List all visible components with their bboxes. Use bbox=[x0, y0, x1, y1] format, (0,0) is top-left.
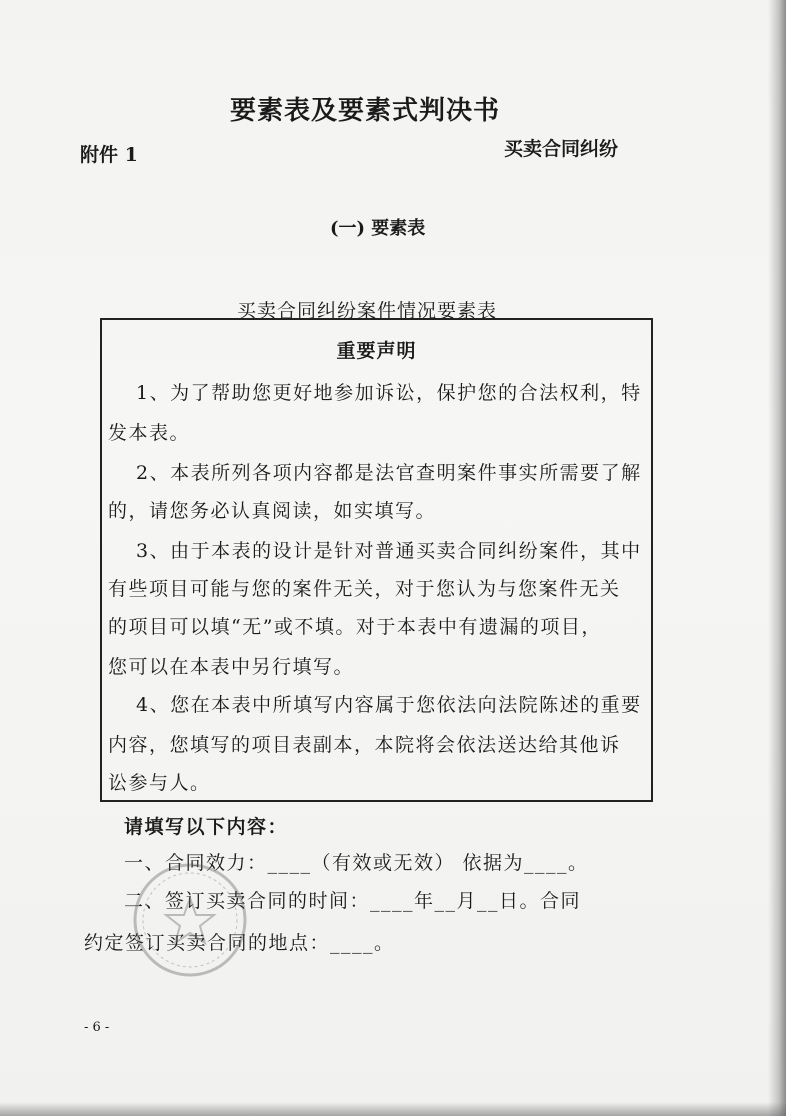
form-item-signing-place: 约定签订买卖合同的地点：____。 bbox=[84, 932, 395, 954]
table-title: 买卖合同纠纷案件情况要素表 bbox=[237, 300, 498, 322]
notice-line: 2、本表所列各项内容都是法官查明案件事实所需要了解 bbox=[136, 462, 642, 484]
scan-bottom-shadow bbox=[0, 1102, 786, 1116]
attachment-label: 附件 1 bbox=[80, 144, 138, 166]
page-number: - 6 - bbox=[84, 1020, 110, 1035]
notice-line: 的，请您务必认真阅读，如实填写。 bbox=[108, 500, 437, 522]
notice-line: 您可以在本表中另行填写。 bbox=[108, 656, 355, 678]
form-item-contract-validity: 一、合同效力：____（有效或无效） 依据为____。 bbox=[124, 852, 589, 874]
form-heading: 请填写以下内容： bbox=[124, 816, 289, 838]
scan-edge-shadow bbox=[768, 0, 786, 1116]
document-title: 要素表及要素式判决书 bbox=[230, 96, 501, 126]
case-type-label: 买卖合同纠纷 bbox=[504, 138, 619, 160]
notice-line: 讼参与人。 bbox=[108, 772, 211, 794]
official-seal-icon bbox=[130, 860, 250, 980]
notice-line: 3、由于本表的设计是针对普通买卖合同纠纷案件，其中 bbox=[136, 540, 642, 562]
notice-line: 内容，您填写的项目表副本，本院将会依法送达给其他诉 bbox=[108, 734, 621, 756]
notice-line: 1、为了帮助您更好地参加诉讼，保护您的合法权利，特 bbox=[136, 382, 642, 404]
notice-line: 发本表。 bbox=[108, 422, 191, 444]
notice-line: 有些项目可能与您的案件无关，对于您认为与您案件无关 bbox=[108, 578, 621, 600]
important-notice-box bbox=[100, 318, 653, 802]
notice-line: 的项目可以填“无”或不填。对于本表中有遗漏的项目， bbox=[108, 616, 602, 638]
section-title: (一) 要素表 bbox=[330, 218, 426, 239]
form-item-signing-time: 二、签订买卖合同的时间：____年__月__日。合同 bbox=[124, 890, 582, 912]
notice-line: 4、您在本表中所填写内容属于您依法向法院陈述的重要 bbox=[136, 694, 642, 716]
notice-heading: 重要声明 bbox=[336, 340, 417, 362]
